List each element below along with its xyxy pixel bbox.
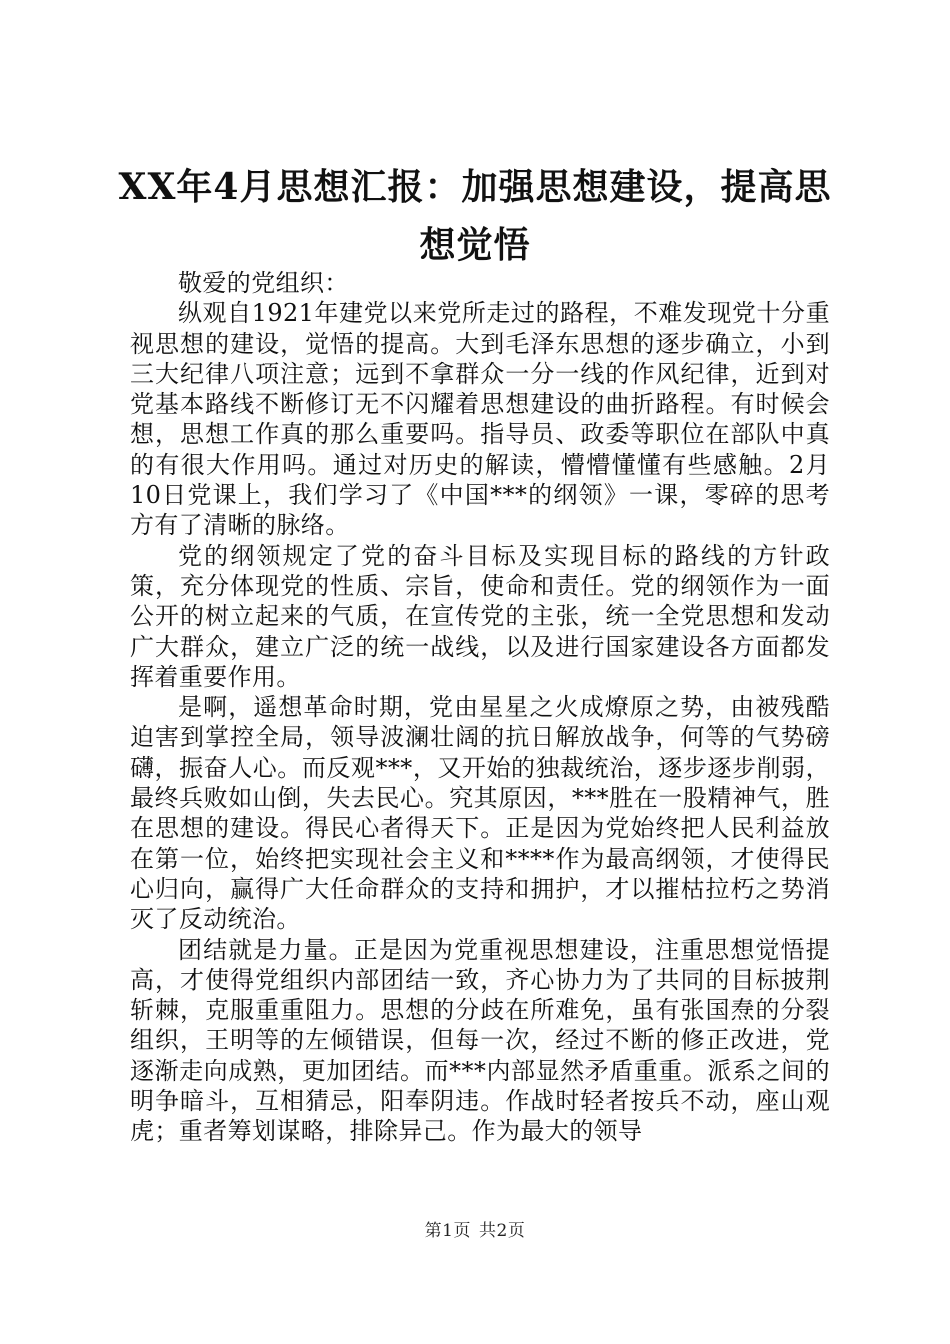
page-footer: [0, 1216, 950, 1241]
paragraph: 团结就是力量。正是因为党重视思想建设，注重思想觉悟提高，才使得党组织内部团结一致，齐心协力为了共同的目标披荆斩棘，克服重重阻力。思想的分歧在所难免，虽有张国焘的分裂组织，王明等的左倾错误，但每一次，经过不断的修正改进，党逐渐走向成熟，更加团结。而***内部显然矛盾重重。派系之间的明争暗斗，互相猜忌，阳奉阴违。作战时轻者按兵不动，座山观虎；重者筹划谋略，排除异己。作为最大的领导: [130, 935, 830, 1146]
document-title: XX年4月思想汇报：加强思想建设，提高思想觉悟: [118, 166, 832, 266]
page-total: 共2页: [479, 1221, 526, 1241]
page-number: 第1页: [424, 1221, 471, 1241]
paragraph: 纵观自1921年建党以来党所走过的路程，不难发现党十分重视思想的建设，觉悟的提高。大到毛泽东思想的逐步确立，小到三大纪律八项注意；远到不拿群众一分一线的作风纪律，近到对党基本路线不断修订无不闪耀着思想建设的曲折路程。有时候会想，思想工作真的那么重要吗。指导员、政委等职位在部队中真的有很大作用吗。通过对历史的解读，懵懵懂懂有些感触。2月10日党课上，我们学习了《中国***的纲领》一课，零碎的思考方有了清晰的脉络。: [130, 299, 830, 540]
salutation: 敬爱的党组织：: [178, 269, 349, 297]
paragraph: 党的纲领规定了党的奋斗目标及实现目标的路线的方针政策，充分体现党的性质、宗旨，使命和责任。党的纲领作为一面公开的树立起来的气质，在宣传党的主张，统一全党思想和发动广大群众，建立广泛的统一战线，以及进行国家建设各方面都发挥着重要作用。: [130, 541, 830, 691]
paragraph: 是啊，遥想革命时期，党由星星之火成燎原之势，由被残酷迫害到掌控全局，领导波澜壮阔的抗日解放战争，何等的气势磅礴，振奋人心。而反观***，又开始的独裁统治，逐步逐步削弱，最终兵败如山倒，失去民心。究其原因，***胜在一股精神气，胜在思想的建设。得民心者得天下。正是因为党始终把人民利益放在第一位，始终把实现社会主义和****作为最高纲领，才使得民心归向，赢得广大任命群众的支持和拥护，才以摧枯拉朽之势消灭了反动统治。: [130, 693, 830, 934]
document-body: [130, 268, 830, 1147]
